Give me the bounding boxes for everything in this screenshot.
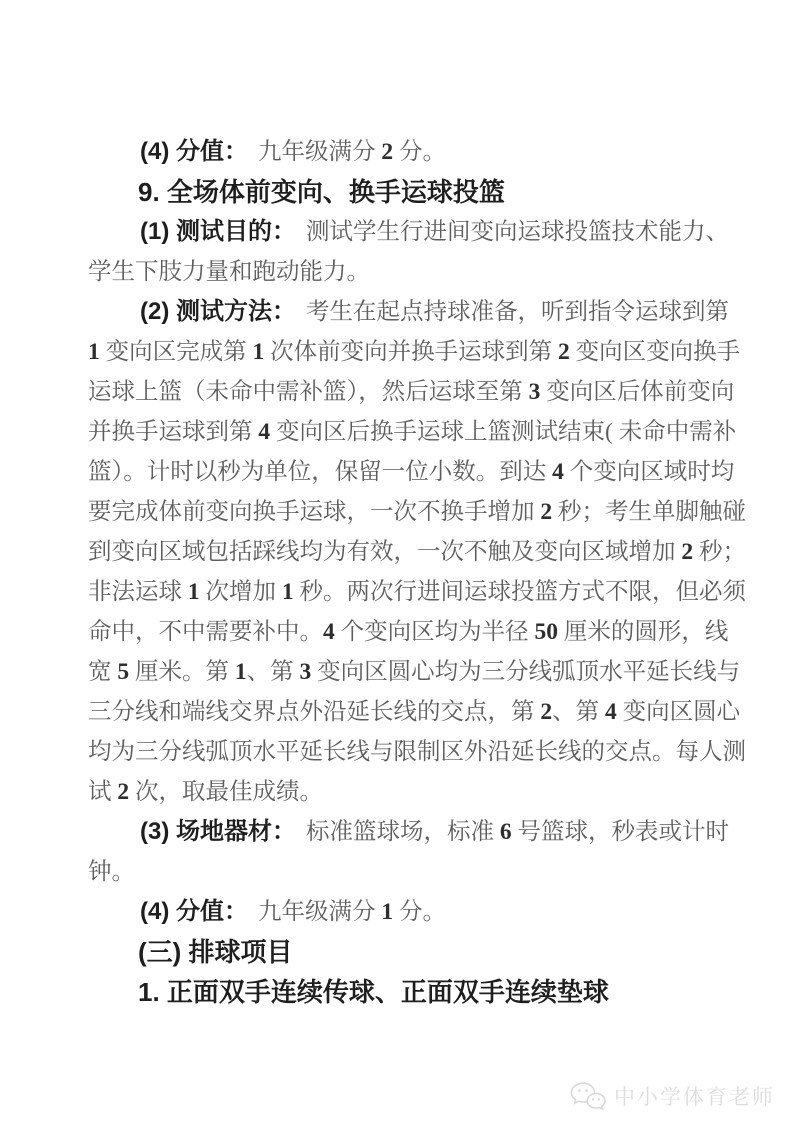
text-line (88, 812, 729, 852)
text-line (88, 772, 706, 812)
numeral: 2 (558, 339, 570, 365)
text-run: 九年级满分 1 分。 (258, 899, 446, 925)
numeral: 2 (681, 539, 694, 565)
text-run: 篮）。计时以秒为单位，保留一位小数。到达 4 个变向区域时均 (88, 459, 735, 485)
text-run: 试 2 次，取最佳成绩。 (88, 779, 323, 805)
text-line (88, 292, 729, 332)
text-run: 运球上篮（未命中需补篮），然后运球至第 3 变向区后体前变向 (88, 379, 735, 405)
numeral: 2 (540, 699, 553, 725)
section-heading: 1. 正面双手连续传球、正面双手连续垫球 (138, 977, 609, 1007)
text-line (88, 372, 735, 412)
numeral: 5 (117, 659, 130, 685)
numeral: 3 (299, 659, 312, 685)
text-run: 标准篮球场，标准 6 号篮球，秒表或计时 (306, 819, 729, 845)
text-line (88, 612, 729, 652)
text-line (88, 332, 741, 372)
numeral: 1 (187, 579, 200, 605)
field-label: (3) 场地器材： (140, 818, 296, 845)
numeral: 2 (117, 779, 130, 805)
numeral: 4 (552, 459, 564, 485)
numeral: 3 (528, 379, 541, 405)
field-label: (4) 分值： (140, 138, 248, 165)
text-line (88, 652, 741, 692)
numeral: 1 (252, 339, 265, 365)
text-line (88, 892, 706, 932)
text-run: 九年级满分 2 分。 (258, 139, 446, 165)
numeral: 1 (281, 579, 294, 605)
text-run: 1 变向区完成第 1 次体前变向并换手运球到第 2 变向区变向换手 (88, 339, 741, 365)
numeral: 2 (540, 499, 553, 525)
numeral: 6 (499, 819, 512, 845)
text-line (88, 732, 746, 772)
wechat-icon (569, 1080, 607, 1112)
numeral: 2 (381, 139, 394, 165)
text-run: 测试学生行进间变向运球投篮技术能力、 (306, 219, 729, 245)
text-line (88, 212, 729, 252)
numeral: 1 (234, 659, 247, 685)
field-label: (4) 分值： (140, 898, 248, 925)
document-body (88, 132, 746, 1012)
text-run: 考生在起点持球准备，听到指令运球到第 (306, 299, 729, 325)
text-line (88, 412, 737, 452)
text-run: 钟。 (88, 859, 135, 885)
text-run: 宽 5 厘米。第 1、第 3 变向区圆心均为三分线弧顶水平延长线与 (88, 659, 741, 685)
text-run: 均为三分线弧顶水平延长线与限制区外沿延长线的交点。每人测 (88, 739, 746, 765)
text-run: 要完成体前变向换手运球，一次不换手增加 2 秒；考生单脚触碰 (88, 499, 746, 525)
text-run: 非法运球 1 次增加 1 秒。两次行进间运球投篮方式不限，但必须 (88, 579, 746, 605)
text-run: 并换手运球到第 4 变向区后换手运球上篮测试结束( 未命中需补 (88, 419, 737, 445)
field-label: (2) 测试方法： (140, 298, 296, 325)
text-line (88, 692, 741, 732)
text-run: 三分线和端线交界点外沿延长线的交点，第 2、第 4 变向区圆心 (88, 699, 741, 725)
numeral: 50 (534, 619, 558, 645)
section-heading: 9. 全场体前变向、换手运球投篮 (138, 177, 505, 207)
numeral: 4 (323, 619, 335, 645)
text-run: 命中，不中需要补中。4 个变向区均为半径 50 厘米的圆形，线 (88, 619, 729, 645)
watermark (569, 1079, 775, 1113)
numeral: 4 (605, 699, 617, 725)
text-line (88, 852, 706, 892)
watermark-text: 中小学体育老师 (614, 1086, 775, 1109)
text-line (88, 132, 706, 172)
numeral: 1 (88, 339, 100, 365)
text-line (88, 452, 735, 492)
text-run: 到变向区域包括踩线均为有效，一次不触及变向区域增加 2 秒； (88, 539, 746, 565)
section-heading: (三) 排球项目 (138, 937, 293, 967)
numeral: 4 (258, 419, 271, 445)
text-run: 学生下肢力量和跑动能力。 (88, 259, 370, 285)
numeral: 1 (381, 899, 394, 925)
text-line (88, 572, 746, 612)
field-label: (1) 测试目的： (140, 218, 296, 245)
text-line (88, 492, 746, 532)
text-line (88, 532, 746, 572)
text-line (88, 252, 706, 292)
